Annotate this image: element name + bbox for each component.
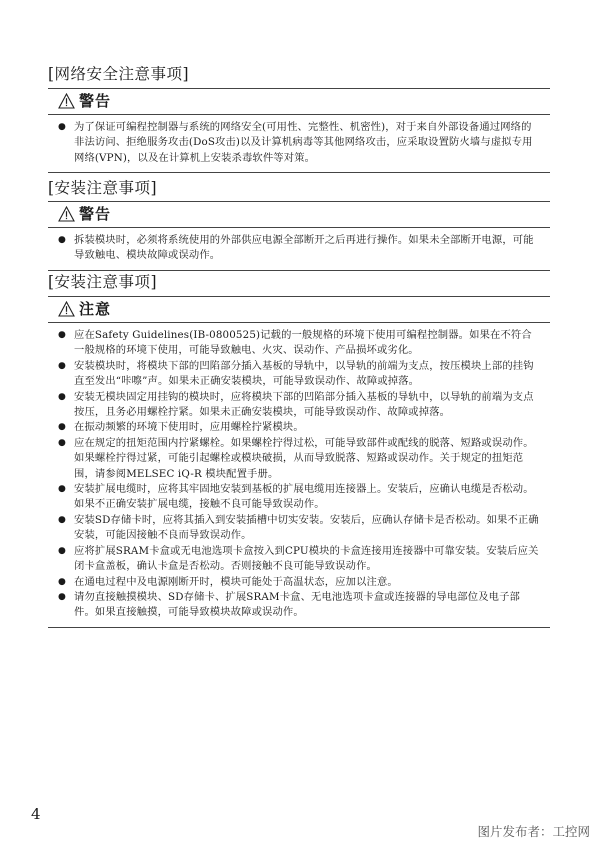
box-header-label: 警告 [79,205,112,223]
item-text: 在通电过程中及电源刚断开时，模块可能处于高温状态，应加以注意。 [74,575,398,588]
bullet-icon: ● [58,235,67,245]
section-title-installation-caution: [安装注意事项] [48,273,158,291]
bullet-icon: ● [58,122,67,132]
list-item [58,120,540,166]
bullet-icon: ● [58,514,67,525]
image-credit: 图片发布者：工控网 [477,824,590,839]
warning-triangle-icon [58,93,75,109]
list-item [58,590,540,621]
list-item [58,233,540,264]
bullet-icon: ● [58,484,67,495]
list-item [58,328,540,359]
item-text: 请勿直接触摸模块、SD存储卡、扩展SRAM卡盒、无电池选项卡盒或连接器的导电部位及电子部件。如果直接触摸，可能导致模块故障或误动作。 [74,590,520,619]
bullet-icon: ● [58,545,67,556]
item-text: 应在规定的扭矩范围内拧紧螺栓。如果螺栓拧得过松，可能导致部件或配线的脱落、短路或误动作。如果螺栓拧得过紧，可能引起螺栓或模块破损，从而导致脱落、短路或误动作。关于规定的扭矩范围，请参阅MELSEC iQ-R 模块配置手册。 [74,436,534,480]
bullet-icon: ● [58,360,67,371]
list-item [58,513,540,544]
list-item [58,482,540,513]
bullet-icon: ● [58,391,67,402]
warning-triangle-icon [58,206,75,222]
item-text: 为了保证可编程控制器与系统的网络安全(可用性、完整性、机密性)，对于来自外部设备通过网络的非法访问、拒绝服务攻击(DoS攻击)以及计算机病毒等其他网络攻击，应采取设置防火墙与虚拟专用网络(VPN)，以及在计算机上安装杀毒软件等对策。 [74,121,533,164]
warning-triangle-icon [58,301,75,317]
list-item [58,575,540,590]
bullet-icon: ● [58,330,67,340]
item-text: 安装模块时，将模块下部的凹陷部分插入基板的导轨中，以导轨的前端为支点，按压模块上部的挂钩直至发出“咔嚓”声。如果未正确安装模块，可能导致误动作、故障或掉落。 [74,359,534,388]
box-header [48,202,550,228]
list-item [58,359,540,390]
item-list [48,228,550,270]
item-text: 拆装模块时，必须将系统使用的外部供应电源全部断开之后再进行操作。如果未全部断开电源，可能导致触电、模块故障或误动作。 [74,234,534,262]
box-header-label: 警告 [79,92,112,110]
item-text: 安装扩展电缆时，应将其牢固地安装到基板的扩展电缆用连接器上。安装后，应确认电缆是否松动。如果不正确安装扩展电缆，接触不良可能导致误动作。 [74,483,534,511]
warning-box-installation [48,201,550,271]
bullet-icon: ● [58,437,67,448]
item-text: 安装无模块固定用挂钩的模块时，应将模块下部的凹陷部分插入基板的导轨中，以导轨的前端为支点按压，且务必用螺栓拧紧。如果未正确安装模块，可能导致误动作、故障或掉落。 [74,390,534,419]
bullet-icon: ● [58,576,67,587]
item-text: 安装SD存储卡时，应将其插入到安装插槽中切实安装。安装后，应确认存储卡是否松动。如果不正确安装，可能因接触不良而导致误动作。 [74,513,539,542]
list-item [58,436,540,482]
item-text: 应在Safety Guidelines(IB-0800525)记载的一般规格的环境下使用可编程控制器。如果在不符合一般规格的环境下使用，可能导致触电、火灾、误动作、产品损坏或劣化。 [74,329,532,357]
bullet-icon: ● [58,591,67,602]
box-header [48,297,550,323]
item-text: 在振动频繁的环境下使用时，应用螺栓拧紧模块。 [74,421,304,434]
section-title-network-safety: [网络安全注意事项] [48,65,190,83]
item-list [48,115,550,172]
box-header-label: 注意 [79,300,112,318]
warning-box-network [48,88,550,173]
caution-box-installation [48,296,550,628]
section-title-installation-warning: [安装注意事项] [48,179,158,197]
list-item [58,544,540,575]
list-item [58,420,540,435]
list-item [58,390,540,421]
bullet-icon: ● [58,422,67,433]
item-list [48,323,550,627]
item-text: 应将扩展SRAM卡盒或无电池选项卡盒按入到CPU模块的卡盒连接用连接器中可靠安装。安装后应关闭卡盒盖板，确认卡盒是否松动。否则接触不良可能导致误动作。 [74,544,539,573]
box-header [48,89,550,115]
page-number: 4 [31,805,41,823]
